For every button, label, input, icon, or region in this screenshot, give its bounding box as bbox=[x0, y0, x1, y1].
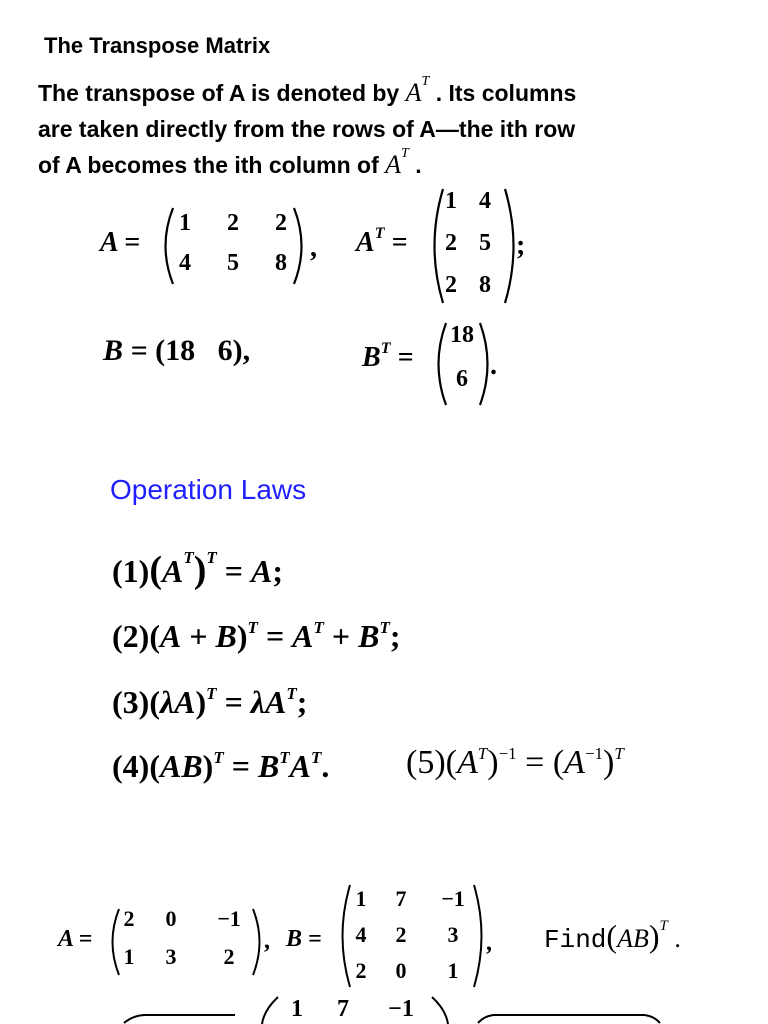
matrix-cell: 2 bbox=[445, 272, 457, 298]
intro-line-3-text: of A becomes the ith column of bbox=[38, 152, 379, 178]
matrix-cell: 6 bbox=[456, 366, 468, 392]
matrix-cell: 1 bbox=[355, 886, 367, 911]
law-1: $(1)(A^T)^T = A$; bbox=[112, 548, 283, 591]
comma: , bbox=[264, 928, 270, 954]
matrix-cell: −1 bbox=[441, 886, 465, 911]
semicolon: ; bbox=[516, 230, 526, 261]
matrix-cell: 3 bbox=[165, 944, 177, 969]
matrix-cell: 4 bbox=[179, 250, 191, 276]
matrix-cell: 1 bbox=[123, 944, 135, 969]
operation-laws-heading: Operation Laws bbox=[110, 474, 307, 505]
law-5: $(5)(A^T)^{-1} = (A^{-1})^T$ bbox=[406, 744, 624, 781]
matrix-cell: 0 bbox=[395, 958, 407, 983]
matrix-cell: −1 bbox=[388, 996, 414, 1022]
matrix-cell: 1 bbox=[447, 958, 459, 983]
matrix-cell: 5 bbox=[479, 230, 491, 256]
symbol-A-transpose: $A^T$ bbox=[405, 74, 430, 107]
matrix-cell: 8 bbox=[275, 250, 287, 276]
symbol-A-transpose: $A^T$ bbox=[385, 146, 409, 179]
matrix-cell: 5 bbox=[227, 250, 239, 276]
matrix-cell: −1 bbox=[217, 906, 241, 931]
matrix-cell: 1 bbox=[445, 188, 457, 214]
matrix-cell: 2 bbox=[445, 230, 457, 256]
matrix-cell: 2 bbox=[355, 958, 367, 983]
find-label: Find bbox=[544, 925, 607, 955]
law-number: (2) bbox=[112, 618, 150, 654]
law-2: $(2)(A + B)^T = A^T + B^T$; bbox=[112, 618, 401, 654]
exercise-A-label: A = bbox=[58, 926, 93, 952]
matrix-cell: 2 bbox=[275, 210, 287, 236]
intro-line-1 bbox=[38, 74, 577, 108]
matrix-cell: 7 bbox=[395, 886, 407, 911]
matrix-cell: 4 bbox=[355, 922, 367, 947]
find-instruction: Find(AB)$^T$ . bbox=[544, 918, 681, 955]
matrix-A-label: A = bbox=[100, 227, 141, 258]
matrix-A bbox=[170, 210, 290, 280]
intro-line-3 bbox=[38, 146, 422, 180]
matrix-BT-label: $B^T$ = bbox=[362, 340, 414, 373]
law-number: (1) bbox=[112, 553, 150, 589]
matrix-cell: 2 bbox=[223, 944, 235, 969]
intro-line-3-end: . bbox=[415, 152, 422, 178]
matrix-cell: 2 bbox=[123, 906, 135, 931]
law-number: (3) bbox=[112, 684, 150, 720]
period: . bbox=[490, 350, 497, 381]
exercise-matrix-A bbox=[114, 906, 264, 972]
exercise-B-label: B = bbox=[286, 926, 322, 952]
matrix-cell: 1 bbox=[291, 996, 303, 1022]
right-paren bbox=[290, 205, 312, 287]
slide-title: The Transpose Matrix bbox=[44, 33, 271, 58]
matrix-cell: 2 bbox=[227, 210, 239, 236]
intro-line-2: are taken directly from the rows of A—the ith row bbox=[38, 116, 576, 142]
matrix-cell: 8 bbox=[479, 272, 491, 298]
matrix-cell: 4 bbox=[479, 188, 491, 214]
matrix-cell: 0 bbox=[165, 906, 177, 931]
left-brace-partial bbox=[120, 1012, 240, 1024]
matrix-B-values: 18 6 bbox=[165, 334, 233, 367]
matrix-cell: 2 bbox=[395, 922, 407, 947]
comma: , bbox=[486, 930, 492, 956]
matrix-cell: 7 bbox=[337, 996, 349, 1022]
law-4: $(4)(AB)^T = B^TA^T$. bbox=[112, 748, 330, 784]
intro-line-1-end: . Its columns bbox=[435, 80, 577, 106]
law-number: (5) bbox=[406, 744, 446, 781]
partial-matrix-row bbox=[282, 994, 432, 1024]
matrix-cell: 18 bbox=[450, 322, 474, 348]
right-brace-partial bbox=[474, 1012, 664, 1024]
matrix-AT-label: $A^T$ = bbox=[356, 225, 408, 258]
matrix-B-label: B = (18 6), bbox=[103, 334, 251, 367]
matrix-cell: 1 bbox=[179, 210, 191, 236]
matrix-cell: 3 bbox=[447, 922, 459, 947]
law-3: $(3)(\lambda A)^T = \lambda A^T$; bbox=[112, 684, 308, 720]
right-paren bbox=[428, 994, 452, 1024]
left-paren bbox=[258, 994, 282, 1024]
law-number: (4) bbox=[112, 748, 150, 784]
comma: , bbox=[310, 232, 317, 263]
exercise-matrix-B bbox=[346, 886, 476, 986]
intro-line-1-text: The transpose of A is denoted by bbox=[38, 80, 400, 106]
